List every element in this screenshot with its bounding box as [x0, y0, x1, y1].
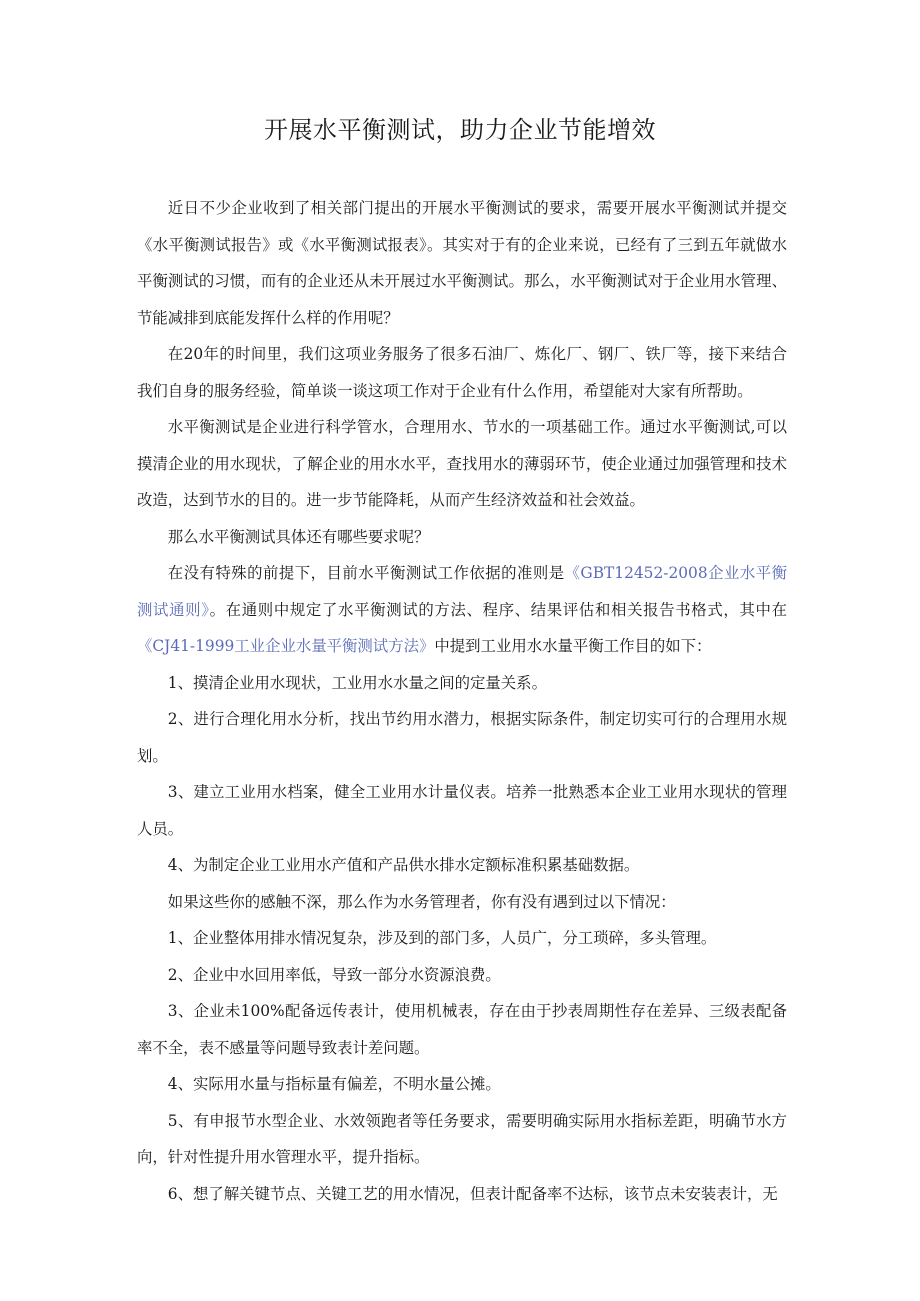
- list-item-case: 6、想了解关键节点、关键工艺的用水情况，但表计配备率不达标，该节点未安装表计，无: [167, 1184, 778, 1203]
- list-item-case: 3、企业未100%配备远传表计，使用机械表，存在由于抄表周期性存在差异、三级表配备率不全，表不感量等问题导致表计差问题。: [137, 1002, 787, 1057]
- paragraph-standards: [137, 555, 787, 665]
- standard-link-cj41[interactable]: 《CJ41-1999工业企业水量平衡测试方法》: [137, 637, 435, 655]
- standard-link-gbt12452[interactable]: 《GBT12452-2008企业水平衡测试通则》: [137, 564, 787, 619]
- standards-text-b: 。在通则中规定了水平衡测试的方法、程序、结果评估和相关报告书格式，其中在: [209, 600, 787, 619]
- paragraph-intro: 近日不少企业收到了相关部门提出的开展水平衡测试的要求，需要开展水平衡测试并提交《水平衡测试报告》或《水平衡测试报表》。其实对于有的企业来说，已经有了三到五年就做水平衡测试的习惯，而有的企业还从未开展过水平衡测试。那么，水平衡测试对于企业用水管理、节能减排到底能发挥什么样的作用呢？: [137, 199, 787, 327]
- list-item-goal: 4、为制定企业工业用水产值和产品供水排水定额标准积累基础数据。: [167, 856, 640, 874]
- list-item-case: 4、实际用水量与指标量有偏差，不明水量公摊。: [167, 1075, 501, 1093]
- paragraph-experience: 在20年的时间里，我们这项业务服务了很多石油厂、炼化厂、钢厂、铁厂等，接下来结合我们自身的服务经验，简单谈一谈这项工作对于企业有什么作用，希望能对大家有所帮助。: [137, 345, 787, 400]
- paragraph-situations-intro: 如果这些你的感触不深，那么作为水务管理者，你有没有遇到过以下情况：: [167, 892, 676, 911]
- paragraph-definition: 水平衡测试是企业进行科学管水，合理用水、节水的一项基础工作。通过水平衡测试,可以摸清企业的用水现状，了解企业的用水水平，查找用水的薄弱环节，使企业通过加强管理和技术改造，达到节水的目的。进一步节能降耗，从而产生经济效益和社会效益。: [137, 418, 787, 509]
- list-item-case: 5、有申报节水型企业、水效领跑者等任务要求，需要明确实际用水指标差距，明确节水方向，针对性提升用水管理水平，提升指标。: [137, 1111, 787, 1166]
- standards-text-a: 在没有特殊的前提下，目前水平衡测试工作依据的准则是: [167, 564, 565, 582]
- list-item-goal: 1、摸清企业用水现状，工业用水水量之间的定量关系。: [167, 673, 547, 692]
- document-body: [137, 190, 787, 1212]
- paragraph-question: 那么水平衡测试具体还有哪些要求呢？: [167, 527, 430, 546]
- standards-text-c: 中提到工业用水水量平衡工作目的如下：: [434, 637, 712, 655]
- list-item-case: 1、企业整体用排水情况复杂，涉及到的部门多，人员广，分工琐碎，多头管理。: [167, 929, 717, 947]
- document-title: 开展水平衡测试，助力企业节能增效: [264, 116, 656, 144]
- list-item-goal: 2、进行合理化用水分析，找出节约用水潜力，根据实际条件，制定切实可行的合理用水规划。: [137, 710, 787, 765]
- list-item-case: 2、企业中水回用率低，导致一部分水资源浪费。: [167, 965, 501, 984]
- list-item-goal: 3、建立工业用水档案，健全工业用水计量仪表。培养一批熟悉本企业工业用水现状的管理人员。: [137, 783, 787, 838]
